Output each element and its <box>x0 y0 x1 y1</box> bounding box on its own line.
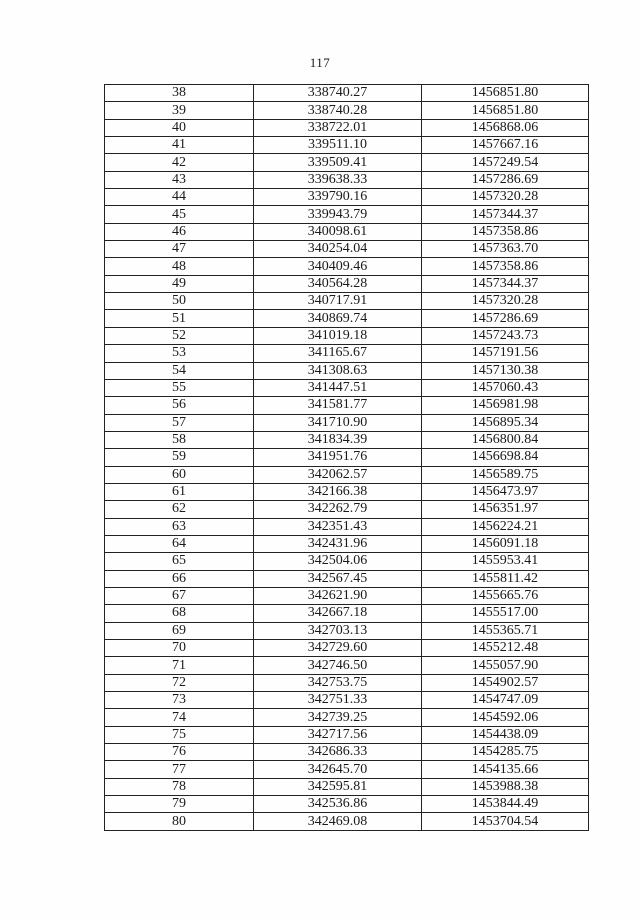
y-coordinate-cell: 1457320.28 <box>422 189 589 206</box>
table-row <box>105 102 589 119</box>
x-coordinate-cell: 339790.16 <box>254 189 422 206</box>
table-row <box>105 709 589 726</box>
y-coordinate-cell: 1453704.54 <box>422 813 589 830</box>
table-row <box>105 171 589 188</box>
x-coordinate-cell: 339943.79 <box>254 206 422 223</box>
y-coordinate-cell: 1455517.00 <box>422 605 589 622</box>
x-coordinate-cell: 342536.86 <box>254 796 422 813</box>
x-coordinate-cell: 338740.28 <box>254 102 422 119</box>
point-number-cell: 75 <box>105 726 254 743</box>
x-coordinate-cell: 342595.81 <box>254 778 422 795</box>
table-row <box>105 726 589 743</box>
point-number-cell: 52 <box>105 327 254 344</box>
x-coordinate-cell: 342431.96 <box>254 535 422 552</box>
x-coordinate-cell: 341834.39 <box>254 431 422 448</box>
y-coordinate-cell: 1454902.57 <box>422 674 589 691</box>
x-coordinate-cell: 342717.56 <box>254 726 422 743</box>
y-coordinate-cell: 1457358.86 <box>422 223 589 240</box>
point-number-cell: 45 <box>105 206 254 223</box>
x-coordinate-cell: 341019.18 <box>254 327 422 344</box>
y-coordinate-cell: 1455953.41 <box>422 553 589 570</box>
y-coordinate-cell: 1457191.56 <box>422 345 589 362</box>
y-coordinate-cell: 1456851.80 <box>422 85 589 102</box>
point-number-cell: 42 <box>105 154 254 171</box>
table-row <box>105 449 589 466</box>
table-row <box>105 310 589 327</box>
x-coordinate-cell: 342739.25 <box>254 709 422 726</box>
y-coordinate-cell: 1457060.43 <box>422 379 589 396</box>
point-number-cell: 46 <box>105 223 254 240</box>
point-number-cell: 60 <box>105 466 254 483</box>
point-number-cell: 70 <box>105 640 254 657</box>
point-number-cell: 49 <box>105 275 254 292</box>
point-number-cell: 55 <box>105 379 254 396</box>
y-coordinate-cell: 1457243.73 <box>422 327 589 344</box>
x-coordinate-cell: 341951.76 <box>254 449 422 466</box>
point-number-cell: 51 <box>105 310 254 327</box>
table-row <box>105 258 589 275</box>
x-coordinate-cell: 342469.08 <box>254 813 422 830</box>
x-coordinate-cell: 340564.28 <box>254 275 422 292</box>
x-coordinate-cell: 342753.75 <box>254 674 422 691</box>
table-row <box>105 241 589 258</box>
coordinate-table <box>104 84 589 831</box>
table-row <box>105 761 589 778</box>
point-number-cell: 59 <box>105 449 254 466</box>
y-coordinate-cell: 1453844.49 <box>422 796 589 813</box>
table-row <box>105 692 589 709</box>
point-number-cell: 38 <box>105 85 254 102</box>
table-row <box>105 501 589 518</box>
x-coordinate-cell: 342062.57 <box>254 466 422 483</box>
x-coordinate-cell: 340254.04 <box>254 241 422 258</box>
y-coordinate-cell: 1454747.09 <box>422 692 589 709</box>
table-row <box>105 431 589 448</box>
y-coordinate-cell: 1457358.86 <box>422 258 589 275</box>
x-coordinate-cell: 342645.70 <box>254 761 422 778</box>
table-row <box>105 345 589 362</box>
table-row <box>105 137 589 154</box>
x-coordinate-cell: 342351.43 <box>254 518 422 535</box>
point-number-cell: 76 <box>105 744 254 761</box>
table-row <box>105 85 589 102</box>
y-coordinate-cell: 1456091.18 <box>422 535 589 552</box>
x-coordinate-cell: 338740.27 <box>254 85 422 102</box>
point-number-cell: 54 <box>105 362 254 379</box>
x-coordinate-cell: 339511.10 <box>254 137 422 154</box>
x-coordinate-cell: 341581.77 <box>254 397 422 414</box>
table-row <box>105 657 589 674</box>
y-coordinate-cell: 1456800.84 <box>422 431 589 448</box>
point-number-cell: 41 <box>105 137 254 154</box>
point-number-cell: 74 <box>105 709 254 726</box>
table-row <box>105 535 589 552</box>
y-coordinate-cell: 1455811.42 <box>422 570 589 587</box>
point-number-cell: 40 <box>105 119 254 136</box>
x-coordinate-cell: 340717.91 <box>254 293 422 310</box>
x-coordinate-cell: 339509.41 <box>254 154 422 171</box>
x-coordinate-cell: 341447.51 <box>254 379 422 396</box>
table-row <box>105 778 589 795</box>
point-number-cell: 65 <box>105 553 254 570</box>
table-row <box>105 570 589 587</box>
y-coordinate-cell: 1456224.21 <box>422 518 589 535</box>
y-coordinate-cell: 1456868.06 <box>422 119 589 136</box>
point-number-cell: 39 <box>105 102 254 119</box>
table-row <box>105 553 589 570</box>
point-number-cell: 57 <box>105 414 254 431</box>
point-number-cell: 78 <box>105 778 254 795</box>
point-number-cell: 68 <box>105 605 254 622</box>
point-number-cell: 43 <box>105 171 254 188</box>
table-row <box>105 397 589 414</box>
table-row <box>105 587 589 604</box>
table-row <box>105 362 589 379</box>
y-coordinate-cell: 1453988.38 <box>422 778 589 795</box>
y-coordinate-cell: 1455057.90 <box>422 657 589 674</box>
y-coordinate-cell: 1455212.48 <box>422 640 589 657</box>
point-number-cell: 50 <box>105 293 254 310</box>
point-number-cell: 47 <box>105 241 254 258</box>
table-row <box>105 206 589 223</box>
point-number-cell: 48 <box>105 258 254 275</box>
point-number-cell: 69 <box>105 622 254 639</box>
table-row <box>105 293 589 310</box>
x-coordinate-cell: 342166.38 <box>254 483 422 500</box>
point-number-cell: 67 <box>105 587 254 604</box>
y-coordinate-cell: 1454285.75 <box>422 744 589 761</box>
y-coordinate-cell: 1456851.80 <box>422 102 589 119</box>
point-number-cell: 53 <box>105 345 254 362</box>
point-number-cell: 63 <box>105 518 254 535</box>
point-number-cell: 62 <box>105 501 254 518</box>
x-coordinate-cell: 342262.79 <box>254 501 422 518</box>
x-coordinate-cell: 338722.01 <box>254 119 422 136</box>
y-coordinate-cell: 1455365.71 <box>422 622 589 639</box>
y-coordinate-cell: 1455665.76 <box>422 587 589 604</box>
y-coordinate-cell: 1456981.98 <box>422 397 589 414</box>
point-number-cell: 64 <box>105 535 254 552</box>
y-coordinate-cell: 1457344.37 <box>422 206 589 223</box>
y-coordinate-cell: 1457344.37 <box>422 275 589 292</box>
y-coordinate-cell: 1454438.09 <box>422 726 589 743</box>
table-row <box>105 119 589 136</box>
x-coordinate-cell: 340409.46 <box>254 258 422 275</box>
point-number-cell: 80 <box>105 813 254 830</box>
x-coordinate-cell: 342621.90 <box>254 587 422 604</box>
x-coordinate-cell: 341165.67 <box>254 345 422 362</box>
coordinate-table-body <box>105 85 589 831</box>
table-row <box>105 379 589 396</box>
point-number-cell: 58 <box>105 431 254 448</box>
table-row <box>105 275 589 292</box>
table-row <box>105 622 589 639</box>
y-coordinate-cell: 1454592.06 <box>422 709 589 726</box>
x-coordinate-cell: 342703.13 <box>254 622 422 639</box>
x-coordinate-cell: 340098.61 <box>254 223 422 240</box>
point-number-cell: 72 <box>105 674 254 691</box>
point-number-cell: 61 <box>105 483 254 500</box>
y-coordinate-cell: 1457363.70 <box>422 241 589 258</box>
point-number-cell: 71 <box>105 657 254 674</box>
x-coordinate-cell: 342746.50 <box>254 657 422 674</box>
table-row <box>105 327 589 344</box>
x-coordinate-cell: 339638.33 <box>254 171 422 188</box>
page-number: 117 <box>309 55 331 70</box>
y-coordinate-cell: 1456895.34 <box>422 414 589 431</box>
table-row <box>105 796 589 813</box>
point-number-cell: 79 <box>105 796 254 813</box>
y-coordinate-cell: 1456589.75 <box>422 466 589 483</box>
y-coordinate-cell: 1457249.54 <box>422 154 589 171</box>
x-coordinate-cell: 342686.33 <box>254 744 422 761</box>
y-coordinate-cell: 1456351.97 <box>422 501 589 518</box>
y-coordinate-cell: 1456473.97 <box>422 483 589 500</box>
y-coordinate-cell: 1457286.69 <box>422 310 589 327</box>
table-row <box>105 414 589 431</box>
table-row <box>105 674 589 691</box>
point-number-cell: 73 <box>105 692 254 709</box>
x-coordinate-cell: 342504.06 <box>254 553 422 570</box>
table-row <box>105 640 589 657</box>
table-row <box>105 223 589 240</box>
x-coordinate-cell: 342667.18 <box>254 605 422 622</box>
table-row <box>105 466 589 483</box>
table-row <box>105 813 589 830</box>
x-coordinate-cell: 342567.45 <box>254 570 422 587</box>
point-number-cell: 66 <box>105 570 254 587</box>
y-coordinate-cell: 1457286.69 <box>422 171 589 188</box>
x-coordinate-cell: 342751.33 <box>254 692 422 709</box>
y-coordinate-cell: 1457130.38 <box>422 362 589 379</box>
point-number-cell: 44 <box>105 189 254 206</box>
table-row <box>105 189 589 206</box>
point-number-cell: 77 <box>105 761 254 778</box>
table-row <box>105 605 589 622</box>
x-coordinate-cell: 341710.90 <box>254 414 422 431</box>
x-coordinate-cell: 341308.63 <box>254 362 422 379</box>
x-coordinate-cell: 340869.74 <box>254 310 422 327</box>
point-number-cell: 56 <box>105 397 254 414</box>
y-coordinate-cell: 1456698.84 <box>422 449 589 466</box>
table-row <box>105 744 589 761</box>
table-row <box>105 483 589 500</box>
table-row <box>105 154 589 171</box>
table-row <box>105 518 589 535</box>
y-coordinate-cell: 1457320.28 <box>422 293 589 310</box>
y-coordinate-cell: 1454135.66 <box>422 761 589 778</box>
y-coordinate-cell: 1457667.16 <box>422 137 589 154</box>
x-coordinate-cell: 342729.60 <box>254 640 422 657</box>
